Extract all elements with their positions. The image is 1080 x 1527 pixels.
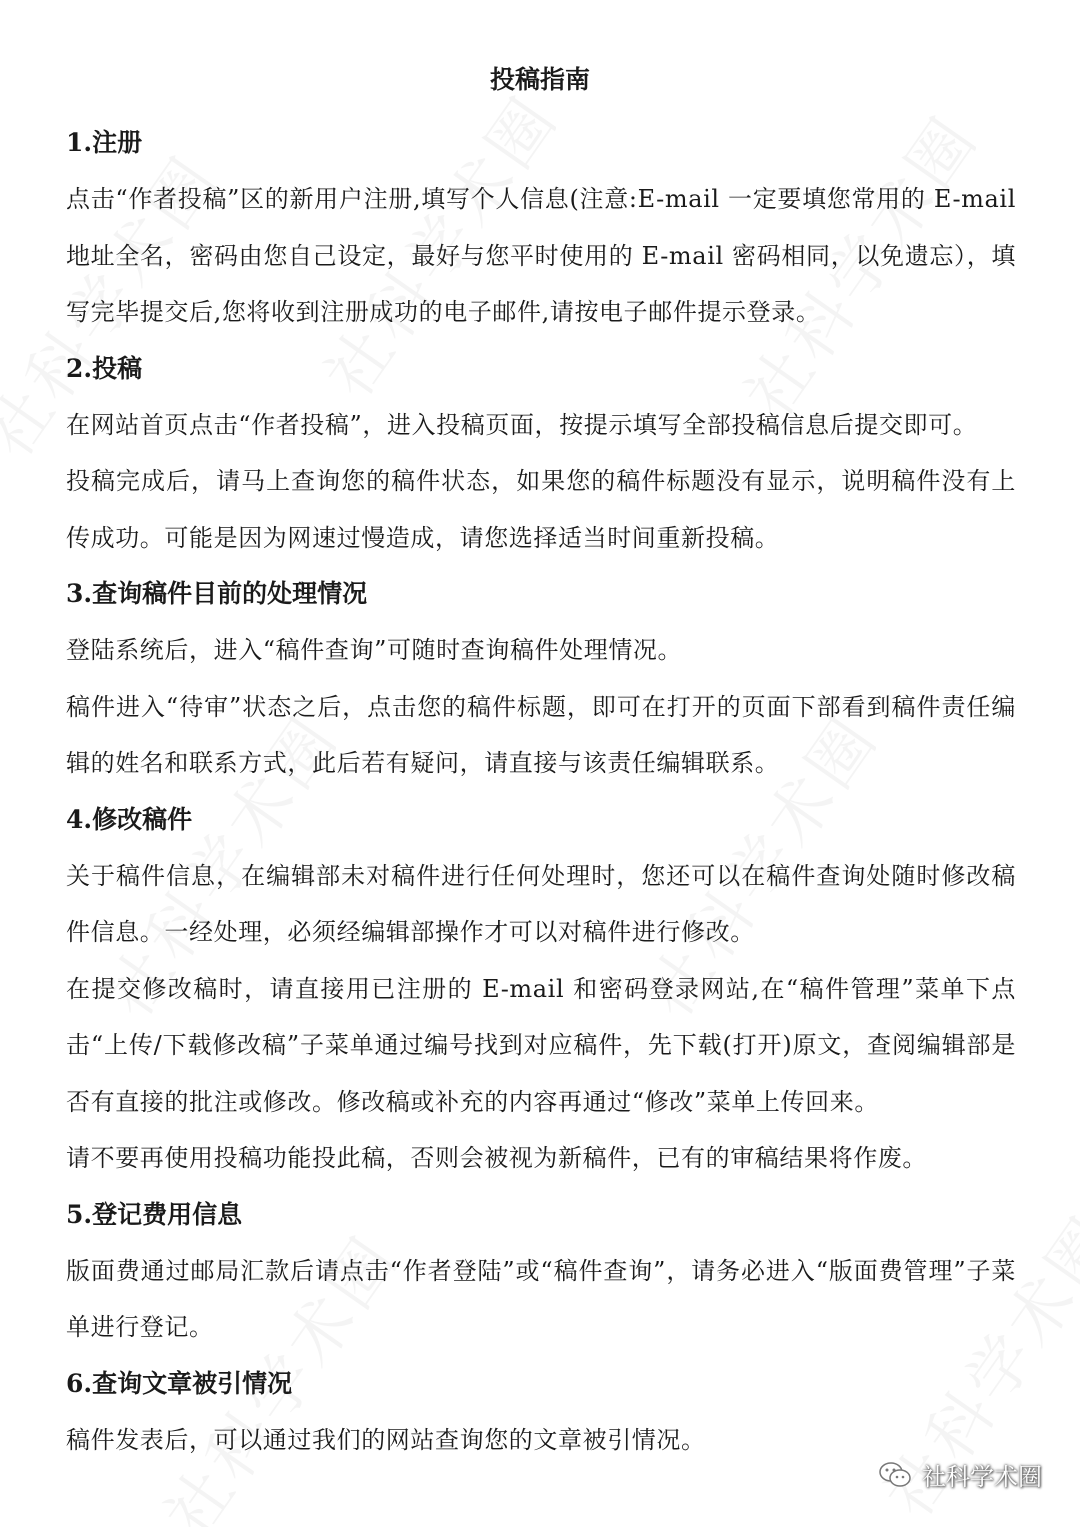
page-title: 投稿指南: [489, 65, 590, 94]
paragraph: 点击“作者投稿”区的新用户注册,填写个人信息(注意:E-mail 一定要填您常用的 E-mail 地址全名，密码由您自己设定，最好与您平时使用的 E-mail 密码相同，以免遗忘），填写完毕提交后,您将收到注册成功的电子邮件,请按电子邮件提示登录。: [66, 185, 1016, 326]
paragraph: 版面费通过邮局汇款后请点击“作者登陆”或“稿件查询”，请务必进入“版面费管理”子菜单进行登记。: [66, 1256, 1016, 1341]
document-body: [66, 115, 1016, 1468]
paragraph: 投稿完成后，请马上查询您的稿件状态，如果您的稿件标题没有显示，说明稿件没有上传成功。可能是因为网速过慢造成，请您选择适当时间重新投稿。: [66, 467, 1016, 552]
section-heading-submit: 2.投稿: [66, 353, 143, 383]
paragraph: 在提交修改稿时，请直接用已注册的 E-mail 和密码登录网站,在“稿件管理”菜单下点击“上传/下载修改稿”子菜单通过编号找到对应稿件，先下载(打开)原文，查阅编辑部是否有直接的批注或修改。修改稿或补充的内容再通过“修改”菜单上传回来。: [66, 974, 1016, 1116]
paragraph: 请不要再使用投稿功能投此稿，否则会被视为新稿件，已有的审稿结果将作废。: [66, 1144, 927, 1172]
paragraph: 稿件发表后，可以通过我们的网站查询您的文章被引情况。: [66, 1425, 706, 1454]
paragraph: 稿件进入“待审”状态之后，点击您的稿件标题，即可在打开的页面下部看到稿件责任编辑的姓名和联系方式，此后若有疑问，请直接与该责任编辑联系。: [66, 692, 1016, 777]
section-heading-citations: 6.查询文章被引情况: [66, 1368, 293, 1398]
paragraph: 在网站首页点击“作者投稿”，进入投稿页面，按提示填写全部投稿信息后提交即可。: [66, 410, 978, 439]
section-heading-revise: 4.修改稿件: [66, 804, 193, 834]
wechat-icon: [878, 1460, 912, 1490]
account-name: 社科学术圈: [922, 1463, 1042, 1491]
paragraph: 关于稿件信息，在编辑部未对稿件进行任何处理时，您还可以在稿件查询处随时修改稿件信息。一经处理，必须经编辑部操作才可以对稿件进行修改。: [66, 861, 1016, 946]
paragraph: 登陆系统后，进入“稿件查询”可随时查询稿件处理情况。: [66, 636, 683, 664]
section-heading-query-status: 3.查询稿件目前的处理情况: [66, 579, 368, 608]
section-heading-fees: 5.登记费用信息: [66, 1199, 243, 1229]
section-heading-register: 1.注册: [66, 128, 143, 157]
account-badge: [878, 1457, 1042, 1492]
